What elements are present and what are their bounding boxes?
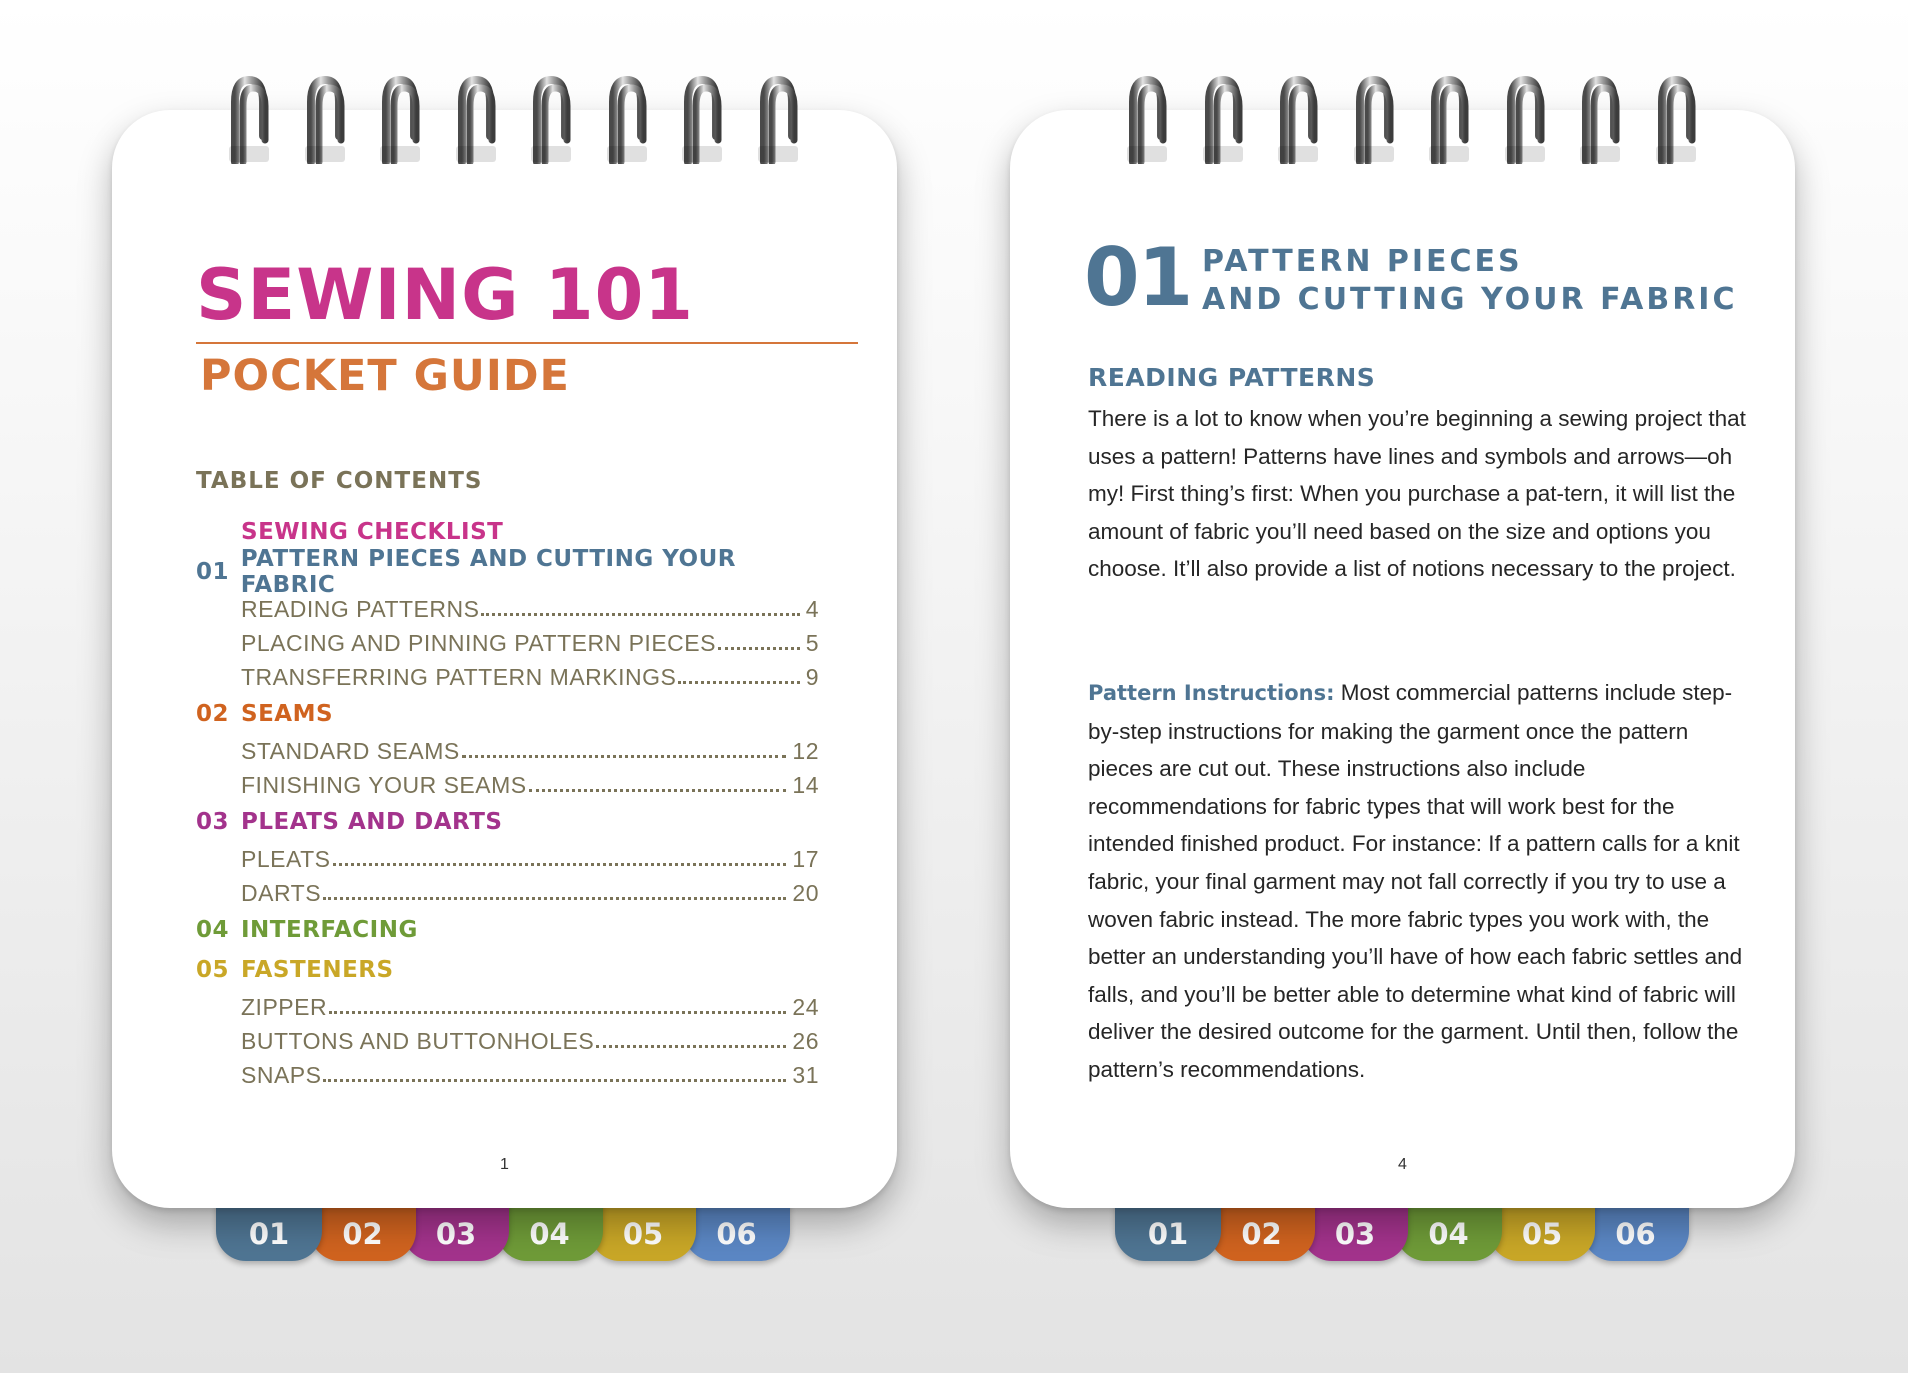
paragraph-lead: Pattern Instructions:: [1088, 681, 1335, 705]
toc-leader-dots: [329, 993, 786, 1014]
toc-entry-label: DARTS: [241, 879, 322, 906]
toc-entry[interactable]: [241, 734, 819, 768]
toc-entry-label: PLACING AND PINNING PATTERN PIECES: [241, 629, 716, 656]
chapter-title-line-2: AND CUTTING YOUR FABRIC: [1202, 282, 1738, 317]
toc-entry-label: SNAPS: [241, 1061, 322, 1088]
chapter-tab-04[interactable]: 04: [497, 1195, 603, 1261]
toc-leader-dots: [596, 1027, 786, 1048]
chapter-tab-01[interactable]: 01: [216, 1195, 322, 1261]
toc-entry-page: 26: [792, 1027, 819, 1054]
chapter-tab-01[interactable]: 01: [1115, 1195, 1221, 1261]
spiral-ring: [228, 76, 272, 164]
toc-section-title: PATTERN PIECES AND CUTTING YOUR FABRIC: [240, 546, 736, 598]
spiral-ring: [1579, 76, 1623, 164]
spiral-ring: [757, 76, 801, 164]
spiral-ring: [1277, 76, 1321, 164]
spiral-binding-left: [228, 76, 848, 166]
spiral-ring: [530, 76, 574, 164]
toc-leader-dots: [529, 771, 787, 792]
toc-entry[interactable]: [241, 626, 819, 660]
toc-heading: TABLE OF CONTENTS: [196, 468, 483, 494]
toc-entry-page: 31: [792, 1061, 819, 1088]
book-title: SEWING 101: [196, 254, 695, 336]
toc-entry-page: 9: [805, 663, 819, 690]
toc-entry-page: 20: [792, 879, 819, 906]
toc-section-title: SEAMS: [241, 701, 334, 727]
toc-section-number: 03: [196, 809, 230, 835]
book-subtitle: POCKET GUIDE: [200, 351, 570, 401]
chapter-title-line-1: PATTERN PIECES: [1202, 244, 1523, 279]
toc-section-number: 02: [196, 701, 230, 727]
page-number: 1: [500, 1156, 509, 1173]
toc-entry[interactable]: [241, 990, 819, 1024]
toc-leader-dots: [323, 879, 786, 900]
toc-entry-page: 12: [792, 737, 819, 764]
chapter-tab-04[interactable]: 04: [1396, 1195, 1502, 1261]
page-number: 4: [1398, 1156, 1407, 1173]
chapter-tab-02[interactable]: 02: [1209, 1195, 1315, 1261]
toc-section-title: INTERFACING: [241, 917, 418, 943]
chapter-tab-06[interactable]: 06: [1583, 1195, 1689, 1261]
toc-entry-label: TRANSFERRING PATTERN MARKINGS: [241, 663, 677, 690]
toc-section-number: 05: [196, 957, 230, 983]
spiral-ring: [304, 76, 348, 164]
spiral-ring: [455, 76, 499, 164]
toc-entry-page: 5: [805, 629, 819, 656]
toc-leader-dots: [323, 1061, 786, 1082]
chapter-tab-05[interactable]: 05: [1489, 1195, 1595, 1261]
chapter-tab-06[interactable]: 06: [684, 1195, 790, 1261]
page-right: [1010, 110, 1795, 1208]
toc-leader-dots: [678, 663, 799, 684]
toc-leader-dots: [333, 845, 787, 866]
chapter-tab-03[interactable]: 03: [403, 1195, 509, 1261]
title-divider: [196, 342, 858, 344]
paragraph-body: Most commercial patterns include step-by-step instructions for making the garment once the pattern pieces are cut out. These instructions also include recommendations for fabric types that will work best for the intended finished product. For instance: If a pattern calls for a knit fabric, your final garment may not fall correctly if you try to use a woven fabric instead. The more fabric types you work with, the better an understanding you’ll have of how each fabric settles and falls, and you’ll be better able to determine what kind of fabric will deliver the desired outcome for the garment. Until then, follow the pattern’s recommendations.: [1088, 680, 1743, 1082]
spiral-ring: [1126, 76, 1170, 164]
chapter-number: 01: [1084, 231, 1192, 324]
toc-entry-label: BUTTONS AND BUTTONHOLES: [241, 1027, 595, 1054]
toc-section[interactable]: [196, 950, 836, 990]
chapter-tab-05[interactable]: 05: [590, 1195, 696, 1261]
toc-entry[interactable]: [241, 1024, 819, 1058]
toc-section[interactable]: [196, 910, 836, 950]
chapter-tab-03[interactable]: 03: [1302, 1195, 1408, 1261]
toc-entry[interactable]: [241, 660, 819, 694]
toc-entry-label: STANDARD SEAMS: [241, 737, 460, 764]
toc-entry-label: READING PATTERNS: [241, 595, 480, 622]
toc-leader-dots: [718, 629, 800, 650]
section-title: READING PATTERNS: [1088, 363, 1376, 392]
toc-entry-label: ZIPPER: [241, 993, 328, 1020]
toc-section[interactable]: [196, 802, 836, 842]
toc-entry[interactable]: [241, 592, 819, 626]
toc-entry[interactable]: [241, 1058, 819, 1092]
toc-entry[interactable]: [241, 768, 819, 802]
chapter-title: [1202, 243, 1737, 319]
chapter-tab-02[interactable]: 02: [310, 1195, 416, 1261]
toc-section[interactable]: [196, 546, 836, 598]
toc-section-title: FASTENERS: [241, 957, 394, 983]
toc-section[interactable]: [196, 694, 836, 734]
toc-entry-label: FINISHING YOUR SEAMS: [241, 771, 527, 798]
spiral-ring: [1353, 76, 1397, 164]
toc-entry[interactable]: [241, 842, 819, 876]
spiral-ring: [1202, 76, 1246, 164]
toc-entry-page: 14: [792, 771, 819, 798]
toc-section-number: 01: [196, 559, 230, 585]
toc-entry-page: 24: [792, 993, 819, 1020]
paragraph: [1088, 674, 1754, 1089]
spiral-ring: [681, 76, 725, 164]
toc-section-title: PLEATS AND DARTS: [241, 809, 503, 835]
toc-leader-dots: [462, 737, 787, 758]
toc-entry-page: 17: [792, 845, 819, 872]
spiral-ring: [1504, 76, 1548, 164]
toc-entry-label: PLEATS: [241, 845, 331, 872]
page-left: [112, 110, 897, 1208]
toc-entry[interactable]: [241, 876, 819, 910]
paragraph: There is a lot to know when you’re beginning a sewing project that uses a pattern! Patterns have lines and symbols and arrows—oh my! First thing’s first: When you purchase a pat-tern, it will list the amount of fabric you’ll need based on the size and options you choose. It’ll also provide a list of notions necessary to the project.: [1088, 406, 1746, 582]
spiral-ring: [1428, 76, 1472, 164]
toc-section-title: SEWING CHECKLIST: [241, 519, 504, 545]
toc-section-number: 04: [196, 917, 230, 943]
spiral-binding-right: [1126, 76, 1746, 166]
toc-leader-dots: [481, 595, 799, 616]
spiral-ring: [606, 76, 650, 164]
table-of-contents: [196, 512, 836, 1092]
spiral-ring: [379, 76, 423, 164]
spiral-ring: [1655, 76, 1699, 164]
toc-entry-page: 4: [805, 595, 819, 622]
